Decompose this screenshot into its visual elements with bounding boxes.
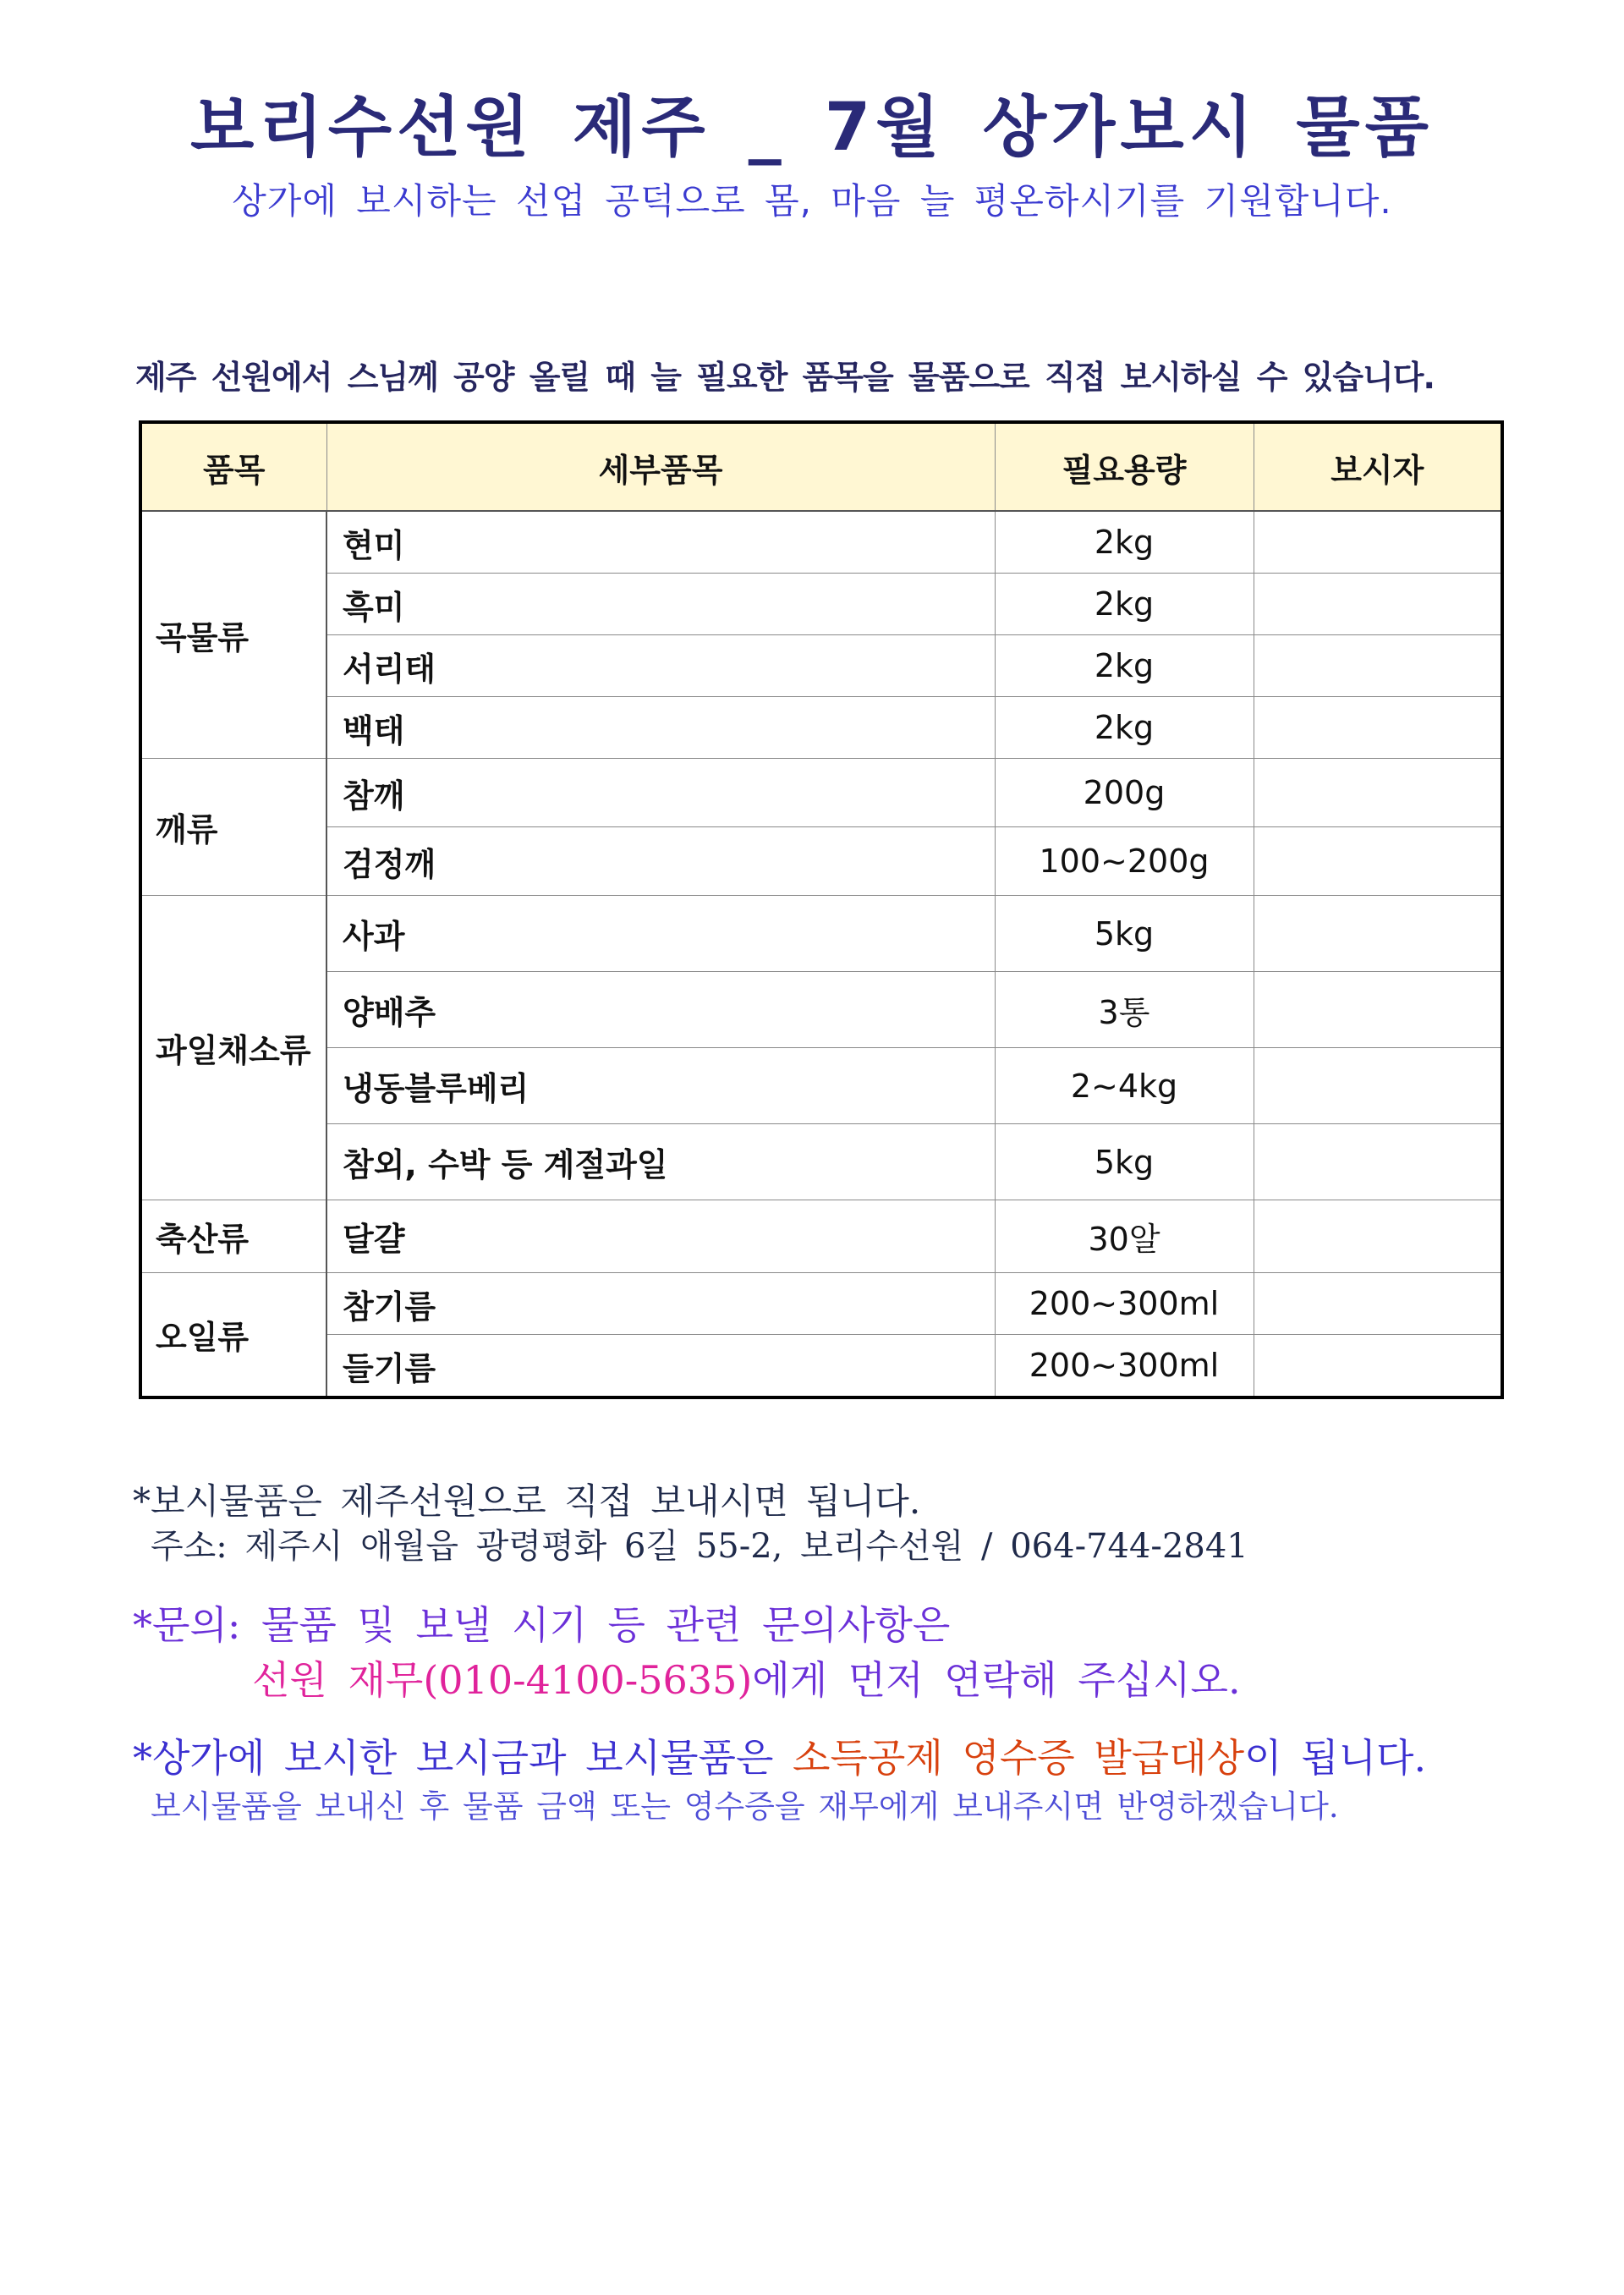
item-quantity: 2~4kg <box>995 1048 1254 1124</box>
tax-detail: 보시물품을 보내신 후 물품 금액 또는 영수증을 재무에게 보내주시면 반영하겠습니다. <box>151 1788 1339 1825</box>
donor-cell[interactable] <box>1254 574 1502 635</box>
table-row <box>140 1048 1502 1124</box>
donor-cell[interactable] <box>1254 1335 1502 1398</box>
item-quantity: 100~200g <box>995 827 1254 896</box>
table-row <box>140 1200 1502 1273</box>
item-quantity: 5kg <box>995 1124 1254 1200</box>
item-name: 흑미 <box>326 574 995 635</box>
item-quantity: 30알 <box>995 1200 1254 1273</box>
donor-cell[interactable] <box>1254 896 1502 972</box>
table-row <box>140 697 1502 759</box>
category-cell: 곡물류 <box>140 511 326 759</box>
inquiry-rest: 에게 먼저 연락해 주십시오. <box>752 1657 1241 1703</box>
item-quantity: 2kg <box>995 511 1254 574</box>
table-row <box>140 972 1502 1048</box>
category-cell: 과일채소류 <box>140 896 326 1200</box>
item-name: 참외, 수박 등 계절과일 <box>326 1124 995 1200</box>
shipping-note: *보시물품은 제주선원으로 직접 보내시면 됩니다. <box>133 1480 921 1522</box>
intro-text: 제주 선원에서 스님께 공양 올릴 때 늘 필요한 품목을 물품으로 직접 보시하실 수 있습니다. <box>135 359 1435 396</box>
table-row <box>140 827 1502 896</box>
item-name: 검정깨 <box>326 827 995 896</box>
table-header-row <box>140 422 1502 511</box>
table-row <box>140 759 1502 827</box>
contact-highlight: 선원 재무(010-4100-5635) <box>252 1657 753 1703</box>
item-name: 달걀 <box>326 1200 995 1273</box>
donation-items-table <box>139 420 1504 1399</box>
item-quantity: 200~300ml <box>995 1273 1254 1335</box>
table-row <box>140 1273 1502 1335</box>
page-subtitle: 상가에 보시하는 선업 공덕으로 몸, 마음 늘 평온하시기를 기원합니다. <box>232 180 1392 222</box>
table-row <box>140 511 1502 574</box>
item-name: 현미 <box>326 511 995 574</box>
header-quantity: 필요용량 <box>995 422 1254 511</box>
item-name: 참깨 <box>326 759 995 827</box>
table-row <box>140 1124 1502 1200</box>
item-quantity: 200~300ml <box>995 1335 1254 1398</box>
header-item: 세부품목 <box>326 422 995 511</box>
donor-cell[interactable] <box>1254 1200 1502 1273</box>
tax-suffix: 이 됩니다. <box>1244 1735 1427 1781</box>
item-name: 양배추 <box>326 972 995 1048</box>
item-name: 들기름 <box>326 1335 995 1398</box>
item-quantity: 200g <box>995 759 1254 827</box>
page-title: 보리수선원 제주 _ 7월 상가보시 물품 <box>190 90 1434 166</box>
table-row <box>140 635 1502 697</box>
item-name: 백태 <box>326 697 995 759</box>
category-cell: 축산류 <box>140 1200 326 1273</box>
category-cell: 깨류 <box>140 759 326 896</box>
table-row <box>140 896 1502 972</box>
item-name: 참기름 <box>326 1273 995 1335</box>
table-row <box>140 574 1502 635</box>
item-quantity: 2kg <box>995 574 1254 635</box>
header-donor: 보시자 <box>1254 422 1502 511</box>
tax-highlight: 소득공제 영수증 발급대상 <box>793 1735 1245 1781</box>
donor-cell[interactable] <box>1254 759 1502 827</box>
table-row <box>140 1335 1502 1398</box>
item-name: 냉동블루베리 <box>326 1048 995 1124</box>
donor-cell[interactable] <box>1254 635 1502 697</box>
donor-cell[interactable] <box>1254 827 1502 896</box>
item-quantity: 2kg <box>995 697 1254 759</box>
donor-cell[interactable] <box>1254 697 1502 759</box>
category-cell: 오일류 <box>140 1273 326 1398</box>
inquiry-contact-line <box>252 1650 1241 1705</box>
donor-cell[interactable] <box>1254 972 1502 1048</box>
address-line: 주소: 제주시 애월읍 광령평화 6길 55-2, 보리수선원 / 064-744-2841 <box>151 1527 1248 1566</box>
donor-cell[interactable] <box>1254 511 1502 574</box>
item-quantity: 5kg <box>995 896 1254 972</box>
donor-cell[interactable] <box>1254 1273 1502 1335</box>
donor-cell[interactable] <box>1254 1124 1502 1200</box>
inquiry-note: *문의: 물품 및 보낼 시기 등 관련 문의사항은 <box>133 1602 951 1648</box>
donor-cell[interactable] <box>1254 1048 1502 1124</box>
header-category: 품목 <box>140 422 326 511</box>
item-quantity: 2kg <box>995 635 1254 697</box>
item-name: 사과 <box>326 896 995 972</box>
tax-note <box>133 1727 1426 1783</box>
item-name: 서리태 <box>326 635 995 697</box>
item-quantity: 3통 <box>995 972 1254 1048</box>
tax-prefix: *상가에 보시한 보시금과 보시물품은 <box>133 1735 793 1781</box>
